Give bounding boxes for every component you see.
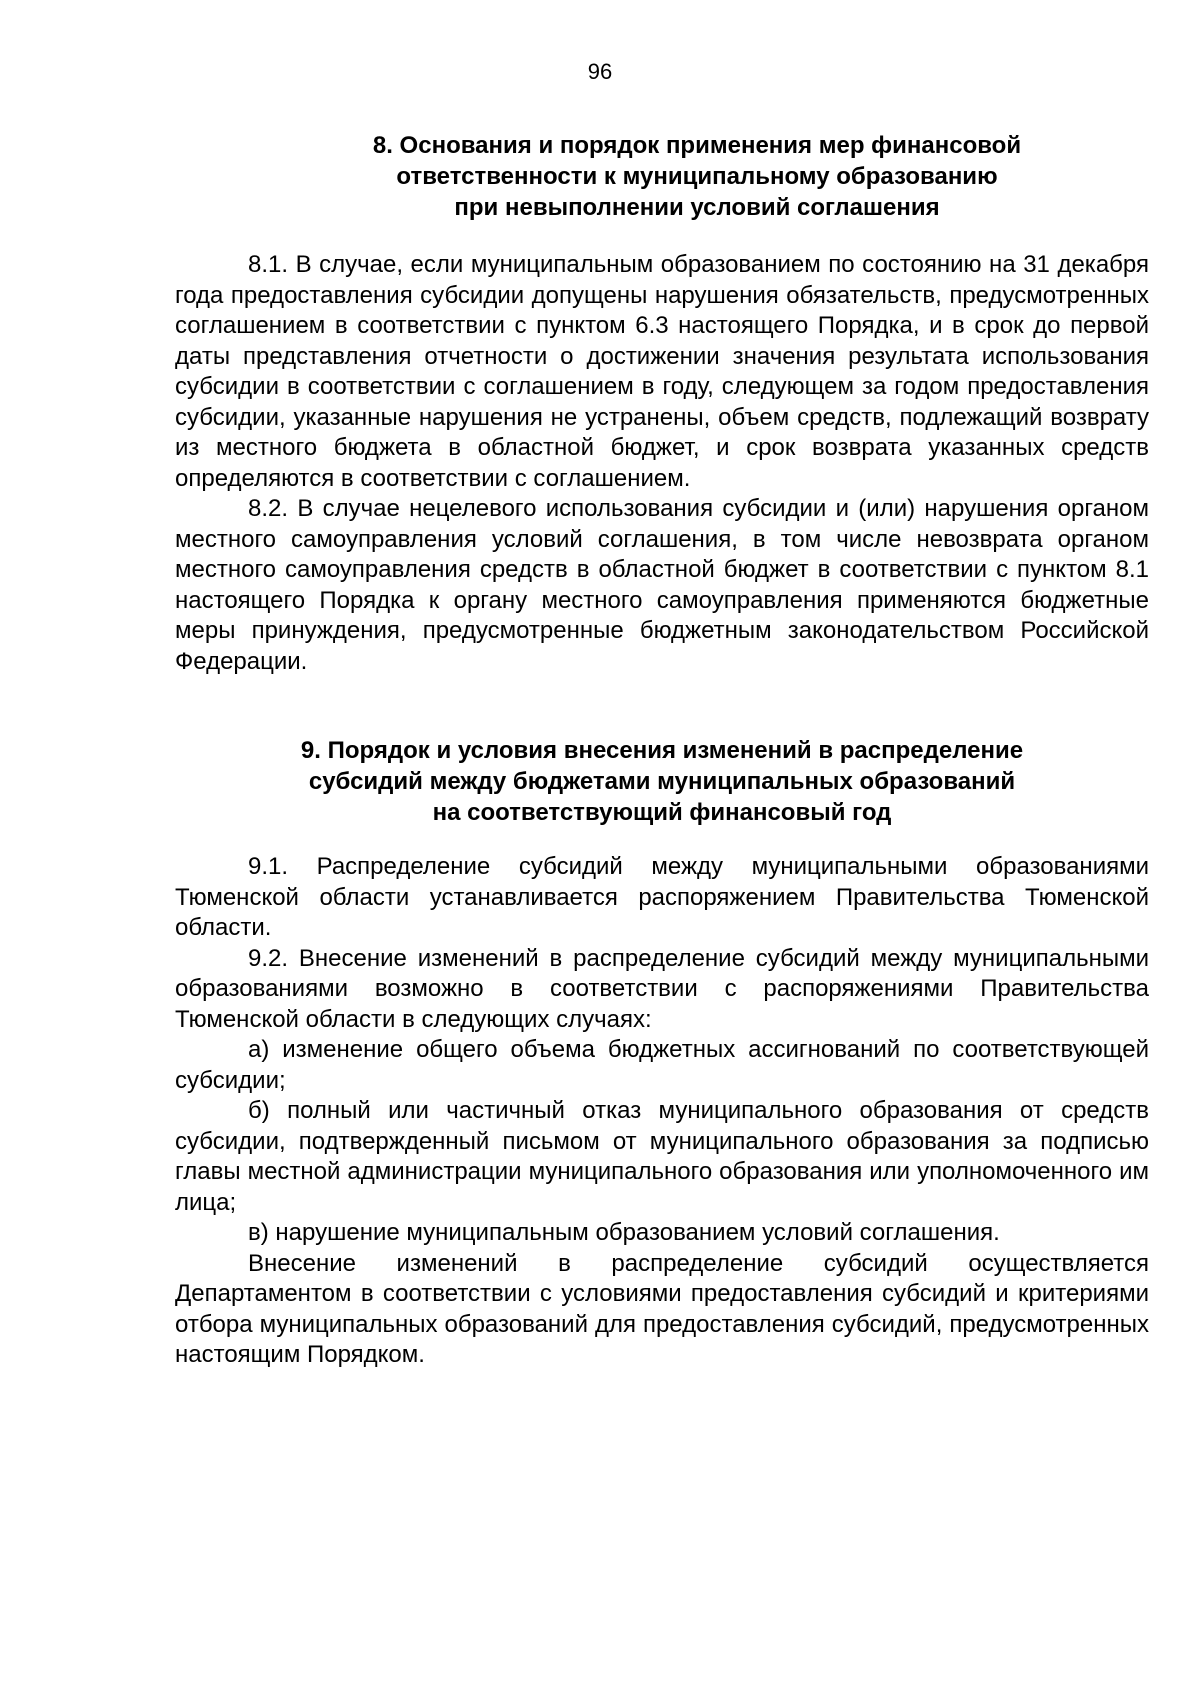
section-9-body [175, 852, 1149, 1371]
heading-line: ответственности к муниципальному образованию [396, 163, 998, 190]
section-9-heading [210, 735, 1114, 828]
list-item-b: б) полный или частичный отказ муниципального образования от средств субсидии, подтвержденный письмом от муниципального образования за подписью главы местной администрации муниципального образования или уполномоченного им лица; [175, 1097, 1149, 1216]
list-item-c: в) нарушение муниципальным образованием условий соглашения. [248, 1219, 1000, 1246]
page-number: 96 [587, 59, 613, 84]
heading-line: 8. Основания и порядок применения мер финансовой [372, 132, 1022, 159]
heading-line: при невыполнении условий соглашения [454, 194, 940, 221]
paragraph-9-2: 9.2. Внесение изменений в распределение субсидий между муниципальными образованиями возможно в соответствии с распоряжениями Правительства Тюменской области в следующих случаях: [175, 944, 1149, 1033]
heading-line: на соответствующий финансовый год [432, 799, 892, 826]
list-item-a: а) изменение общего объема бюджетных ассигнований по соответствующей субсидии; [175, 1036, 1149, 1094]
paragraph-9-closing: Внесение изменений в распределение субсидий осуществляется Департаментом в соответствии с условиями предоставления субсидий и критериями отбора муниципальных образований для предоставления субсидий, предусмотренных настоящим Порядком. [175, 1249, 1149, 1368]
heading-line: субсидий между бюджетами муниципальных образований [308, 768, 1016, 795]
paragraph-8-1: 8.1. В случае, если муниципальным образованием по состоянию на 31 декабря года предоставления субсидии допущены нарушения обязательств, предусмотренных соглашением в соответствии с пунктом 6.3 настоящего Порядка, и в срок до первой даты представления отчетности о достижении значения результата использования субсидии в соответствии с соглашением в году, следующем за годом предоставления субсидии, указанные нарушения не устранены, объем средств, подлежащий возврату из местного бюджета в областной бюджет, и срок возврата указанных средств определяются в соответствии с соглашением. [175, 251, 1149, 492]
paragraph-8-2: 8.2. В случае нецелевого использования субсидии и (или) нарушения органом местного самоуправления условий соглашения, в том числе невозврата органом местного самоуправления средств в областной бюджет в соответствии с пунктом 8.1 настоящего Порядка к органу местного самоуправления применяются бюджетные меры принуждения, предусмотренные бюджетным законодательством Российской Федерации. [175, 495, 1149, 675]
section-8-heading [245, 130, 1149, 223]
paragraph-9-1: 9.1. Распределение субсидий между муниципальными образованиями Тюменской области устанавливается распоряжением Правительства Тюменской области. [175, 853, 1149, 941]
heading-line: 9. Порядок и условия внесения изменений в распределение [300, 737, 1024, 764]
section-8-body [175, 250, 1149, 677]
